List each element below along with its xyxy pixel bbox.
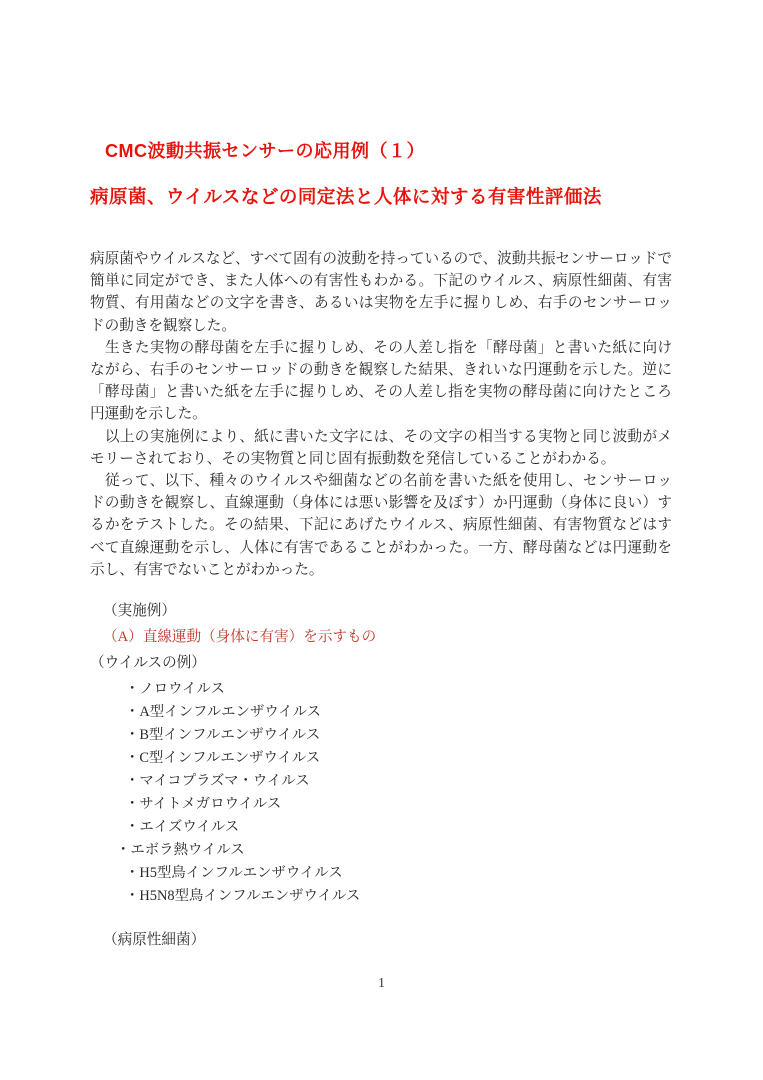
bacteria-group-label: （病原性細菌） [103, 932, 206, 949]
list-item-cytomegalo: ・サイトメガロウイルス [125, 796, 282, 813]
virus-list [90, 678, 672, 908]
list-item-aids: ・エイズウイルス [125, 819, 240, 836]
paragraph-yeast-experiment: 生きた実物の酵母菌を左手に握りしめ、その人差し指を「酵母菌」と書いた紙に向けながら、右手のセンサーロッドの動きを観察した結果、きれいな円運動を示した。逆に「酵母菌」と書いた紙を左手に握りしめ、その人差し指を実物の酵母菌に向けたところ円運動を示した。 [90, 339, 672, 423]
list-item-influenza-b: ・B型インフルエンザウイルス [125, 727, 321, 744]
page-number: 1 [378, 976, 385, 991]
paragraph-test-results: 従って、以下、種々のウイルスや細菌などの名前を書いた紙を使用し、センサーロッドの動きを観察し、直線運動（身体には悪い影響を及ぼす）か円運動（身体に良い）するかをテストした。その結果、下記にあげたウイルス、病原性細菌、有害物質などはすべて直線運動を示し、人体に有害であることがわかった。一方、酵母菌などは円運動を示し、有害でないことがわかった。 [90, 473, 672, 578]
document-title: CMC波動共振センサーの応用例（１） [105, 141, 425, 161]
example-section-label: （実施例） [103, 603, 176, 620]
body-paragraphs [90, 248, 672, 581]
method-a-heading: （A）直線運動（身体に有害）を示すもの [103, 629, 377, 646]
list-item-ebola: ・エボラ熱ウイルス [116, 842, 245, 859]
document-subtitle: 病原菌、ウイルスなどの同定法と人体に対する有害性評価法 [90, 186, 602, 207]
list-item-mycoplasma: ・マイコプラズマ・ウイルス [125, 773, 310, 790]
list-item-norovirus: ・ノロウイルス [125, 681, 225, 698]
document-content [90, 140, 672, 951]
list-item-h5-avian: ・H5型鳥インフルエンザウイルス [125, 865, 343, 882]
virus-group-label: （ウイルスの例） [90, 655, 206, 672]
list-item-influenza-c: ・C型インフルエンザウイルス [125, 750, 321, 767]
paragraph-intro: 病原菌やウイルスなど、すべて固有の波動を持っているので、波動共振センサーロッドで簡単に同定ができ、また人体への有害性もわかる。下記のウイルス、病原性細菌、有害物質、有用菌などの文字を書き、あるいは実物を左手に握りしめ、右手のセンサーロッドの動きを観察した。 [90, 251, 673, 334]
list-item-h5n8-avian: ・H5N8型鳥インフルエンザウイルス [125, 888, 361, 905]
paragraph-conclusion-memory: 以上の実施例により、紙に書いた文字には、その文字の相当する実物と同じ波動がメモリーされており、その実物質と同じ固有振動数を発信していることがわかる。 [90, 428, 672, 467]
list-item-influenza-a: ・A型インフルエンザウイルス [125, 704, 322, 721]
